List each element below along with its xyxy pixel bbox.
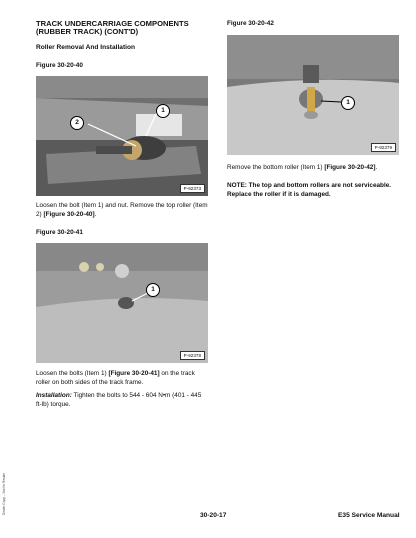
figure-label-42: Figure 30-20-42 <box>227 20 274 27</box>
callout-1: 1 <box>341 96 355 110</box>
callout-2: 2 <box>70 116 84 130</box>
section-title: TRACK UNDERCARRIAGE COMPONENTS (RUBBER TRACK) (CONT'D) <box>36 19 189 37</box>
figure-40-illustration <box>36 76 208 196</box>
paragraph-remove-bottom-roller <box>227 164 399 173</box>
paragraph-end: . <box>375 164 378 171</box>
paragraph-loosen-bolts <box>36 370 208 387</box>
figure-code-41: P-92378 <box>180 351 205 360</box>
figure-reference: [Figure 30-20-40] <box>43 210 95 218</box>
paragraph-text: Loosen the bolts (Item 1) <box>36 370 109 377</box>
side-margin-text: Dealer Copy -- Not for Resale <box>2 473 6 515</box>
paragraph-remove-top-roller <box>36 202 208 219</box>
manual-title: E35 Service Manual <box>338 512 400 519</box>
figure-reference: [Figure 30-20-41] <box>108 370 160 377</box>
paragraph-installation <box>36 392 208 409</box>
figure-label-40: Figure 30-20-40 <box>36 62 83 69</box>
callout-1: 1 <box>156 104 170 118</box>
installation-label: Installation: <box>36 392 72 399</box>
paragraph-text: Remove the bottom roller (Item 1) <box>227 164 325 171</box>
section-subtitle: Roller Removal And Installation <box>36 44 136 51</box>
note-rollers: NOTE: The top and bottom rollers are not serviceable. Replace the roller if it is damaged. <box>227 182 392 198</box>
installation-text: Tighten the bolts to 544 - 604 N•m (401 - 445 ft-lb) torque. <box>36 392 202 408</box>
paragraph-text: Loosen the bolt (Item 1) and nut. Remove the top roller (Item 2) <box>36 202 208 218</box>
paragraph-end: . <box>94 210 97 218</box>
figure-photo-40 <box>36 76 208 196</box>
figure-photo-42 <box>227 35 399 155</box>
figure-code-40: P-92373 <box>180 184 205 193</box>
callout-1: 1 <box>146 283 160 297</box>
page-number: 30-20-17 <box>200 512 227 519</box>
figure-label-41: Figure 30-20-41 <box>36 229 83 236</box>
paragraph-text-cont: on the track roller on both sides of the track frame. <box>36 370 195 386</box>
figure-code-42: P-92379 <box>371 143 396 152</box>
figure-42-illustration <box>227 35 399 155</box>
figure-reference: [Figure 30-20-42] <box>324 164 376 171</box>
figure-photo-41 <box>36 243 208 363</box>
figure-41-illustration <box>36 243 208 363</box>
